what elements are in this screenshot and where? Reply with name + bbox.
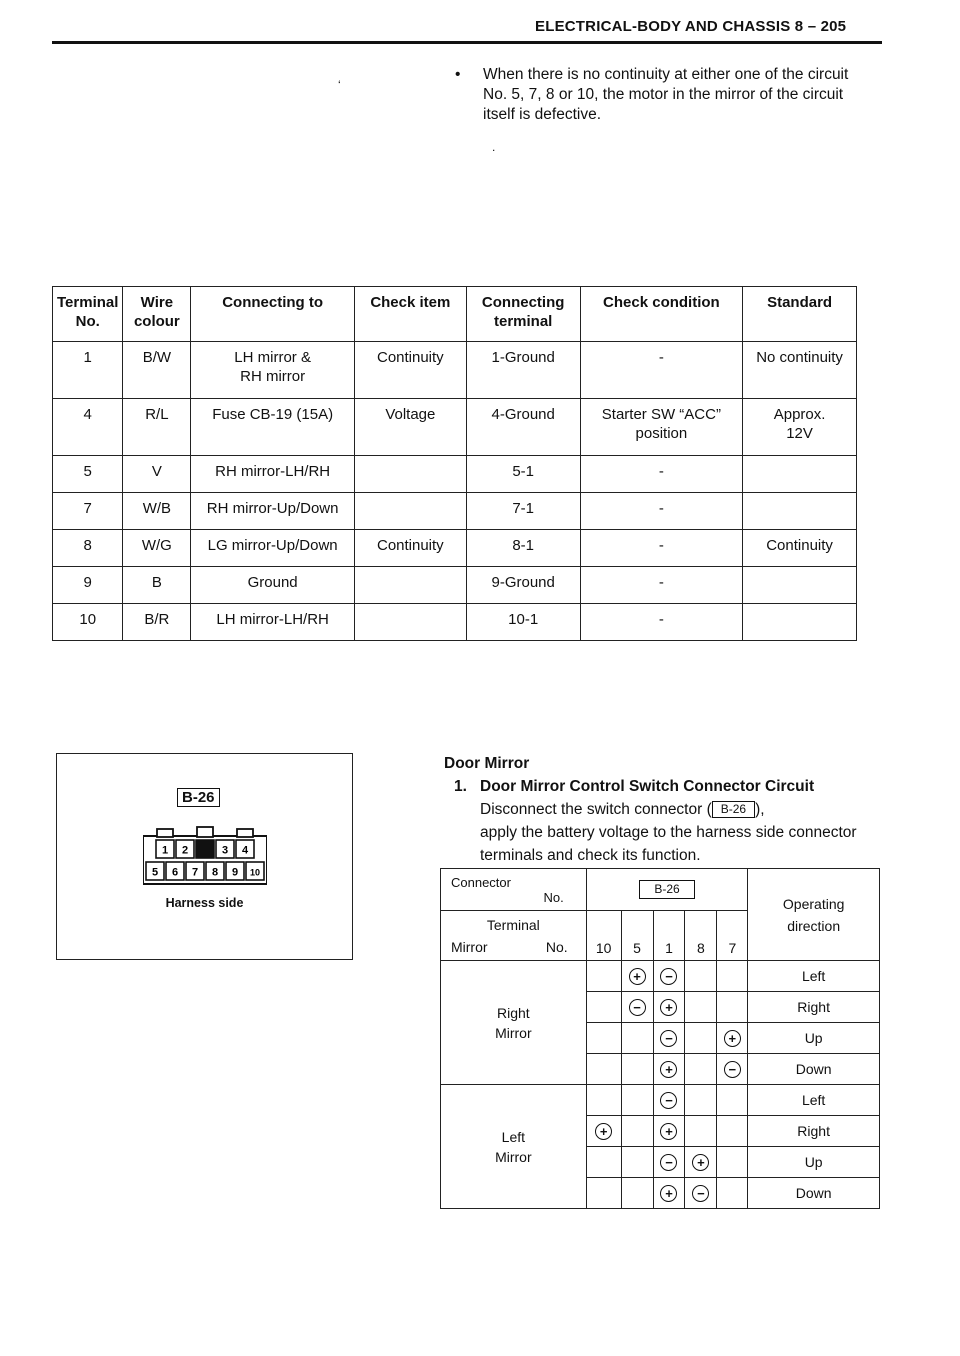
table-cell: 7-1 [466,493,580,530]
polarity-cell [621,1147,653,1178]
plus-terminal-icon: + [660,1185,677,1202]
column-header: Check condition [580,287,743,342]
page-header: ELECTRICAL-BODY AND CHASSIS 8 – 205 [535,18,847,35]
section-title: Door Mirror [444,755,530,772]
polarity-cell [653,961,685,992]
table-cell: R/L [123,399,191,456]
table-cell: - [580,456,743,493]
pin-number: 8 [211,866,219,879]
table-cell [354,604,466,641]
table-cell [743,567,857,604]
table-cell [354,567,466,604]
polarity-cell [586,1147,621,1178]
polarity-cell [717,1178,748,1209]
op-connector-badge: B-26 [639,880,694,899]
minus-terminal-icon: − [692,1185,709,1202]
polarity-cell [586,1178,621,1209]
operating-direction: Up [748,1023,880,1054]
pin-number: 1 [161,844,169,857]
table-row [53,493,857,530]
polarity-cell [653,1147,685,1178]
mirror-group-label: Right Mirror [441,961,587,1085]
table-cell: W/G [123,530,191,567]
polarity-cell [621,1116,653,1147]
operating-direction: Right [748,1116,880,1147]
polarity-cell [586,1085,621,1116]
polarity-cell [717,1054,748,1085]
terminal-number: 5 [621,911,653,961]
table-cell: RH mirror-Up/Down [191,493,355,530]
minus-terminal-icon: − [629,999,646,1016]
table-cell: 8-1 [466,530,580,567]
polarity-cell [621,1178,653,1209]
table-cell: 4 [53,399,123,456]
terminal-number: 7 [717,911,748,961]
table-cell: - [580,493,743,530]
table-cell: 4-Ground [466,399,580,456]
table-cell [354,456,466,493]
polarity-cell [685,1054,717,1085]
polarity-cell [621,1054,653,1085]
polarity-cell [621,961,653,992]
connector-no-header: Connector No. [441,869,587,911]
operating-direction: Up [748,1147,880,1178]
table-row [53,604,857,641]
mirror-operation-table [440,868,880,1209]
column-header: Connecting to [191,287,355,342]
table-cell: LH mirror & RH mirror [191,342,355,399]
polarity-cell [685,1023,717,1054]
terminal-number: 10 [586,911,621,961]
operating-direction: Right [748,992,880,1023]
pin-cavity [196,840,214,858]
table-cell: 7 [53,493,123,530]
minus-terminal-icon: − [660,1030,677,1047]
polarity-cell [586,1116,621,1147]
step-title: 1. Door Mirror Control Switch Connector Circuit [454,778,815,795]
column-header: Check item [354,287,466,342]
table-cell [354,493,466,530]
table-cell: 9 [53,567,123,604]
terminal-check-table [52,286,857,641]
table-cell: V [123,456,191,493]
operation-row [441,961,880,992]
table-row [53,342,857,399]
pin-number: 4 [241,844,249,857]
table-cell: No continuity [743,342,857,399]
continuity-note [455,65,875,125]
table-row [53,530,857,567]
table-cell: 5 [53,456,123,493]
column-header: Terminal No. [53,287,123,342]
operating-direction: Left [748,961,880,992]
step-text-line3: terminals and check its function. [480,847,701,864]
polarity-cell [653,1178,685,1209]
polarity-cell [685,1147,717,1178]
table-row [53,399,857,456]
table-cell: Voltage [354,399,466,456]
table-cell: 5-1 [466,456,580,493]
terminal-number: 1 [653,911,685,961]
pin-number: 3 [221,844,229,857]
pin-number: 2 [181,844,189,857]
table-cell: Fuse CB-19 (15A) [191,399,355,456]
stray-dot: . [492,140,496,154]
polarity-cell [586,1054,621,1085]
table-cell: Continuity [354,530,466,567]
inline-connector-badge: B-26 [712,801,755,818]
door-mirror-section [444,752,884,867]
minus-terminal-icon: − [724,1061,741,1078]
pin-number: 7 [191,866,199,879]
harness-side-caption: Harness side [165,896,244,910]
terminal-mirror-header: Terminal Mirror No. [441,911,587,961]
table-cell [743,604,857,641]
polarity-cell [653,1054,685,1085]
table-cell: LG mirror-Up/Down [191,530,355,567]
table-cell: Approx. 12V [743,399,857,456]
table-cell: Continuity [743,530,857,567]
pin-number: 6 [171,866,179,879]
step-text-line1: Disconnect the switch connector ( B-26 ), [480,801,765,818]
table-cell: B/R [123,604,191,641]
table-cell: B/W [123,342,191,399]
polarity-cell [685,992,717,1023]
pin-number: 10 [249,867,261,878]
table-cell: Ground [191,567,355,604]
column-header: Connecting terminal [466,287,580,342]
table-cell: 1-Ground [466,342,580,399]
table-cell: B [123,567,191,604]
table-row [53,456,857,493]
polarity-cell [717,1023,748,1054]
polarity-cell [685,1085,717,1116]
stray-mark: ‘ [338,78,341,92]
plus-terminal-icon: + [660,1061,677,1078]
pin-number: 9 [231,866,239,879]
step-text-line2: apply the battery voltage to the harness side connector [480,824,857,841]
note-text: When there is no continuity at either one of the circuit No. 5, 7, 8 or 10, the motor in the mirror of the circuit itself is defective. [483,66,849,123]
table-cell: 10 [53,604,123,641]
polarity-cell [586,1023,621,1054]
polarity-cell [586,961,621,992]
minus-terminal-icon: − [660,968,677,985]
table-cell: W/B [123,493,191,530]
table-cell: LH mirror-LH/RH [191,604,355,641]
table-cell [743,456,857,493]
polarity-cell [685,961,717,992]
header-rule [52,41,882,44]
plus-terminal-icon: + [660,999,677,1016]
polarity-cell [621,1085,653,1116]
column-header: Standard [743,287,857,342]
table-cell: 9-Ground [466,567,580,604]
polarity-cell [621,992,653,1023]
polarity-cell [717,1147,748,1178]
pin-row-top [156,840,254,858]
minus-terminal-icon: − [660,1092,677,1109]
operating-direction: Down [748,1054,880,1085]
operating-direction: Down [748,1178,880,1209]
polarity-cell [586,992,621,1023]
table-cell: RH mirror-LH/RH [191,456,355,493]
column-header: Wire colour [123,287,191,342]
plus-terminal-icon: + [629,968,646,985]
table-cell: 8 [53,530,123,567]
operating-direction-header: Operating direction [748,869,880,961]
polarity-cell [653,1023,685,1054]
table-cell [743,493,857,530]
operation-row [441,1085,880,1116]
plus-terminal-icon: + [660,1123,677,1140]
polarity-cell [653,1116,685,1147]
pin-number: 5 [151,866,159,879]
op-connector-badge-cell [586,869,748,911]
polarity-cell [717,992,748,1023]
polarity-cell [685,1178,717,1209]
table-cell: - [580,342,743,399]
minus-terminal-icon: − [660,1154,677,1171]
polarity-cell [717,1116,748,1147]
polarity-cell [653,992,685,1023]
connector-figure [56,753,353,960]
connector-pin-diagram [143,826,267,886]
polarity-cell [653,1085,685,1116]
table-cell: - [580,530,743,567]
plus-terminal-icon: + [692,1154,709,1171]
table-cell: - [580,604,743,641]
table-cell: Starter SW “ACC” position [580,399,743,456]
operating-direction: Left [748,1085,880,1116]
table-cell: Continuity [354,342,466,399]
connector-badge: B-26 [177,788,220,807]
terminal-number: 8 [685,911,717,961]
polarity-cell [621,1023,653,1054]
polarity-cell [717,961,748,992]
polarity-cell [685,1116,717,1147]
bullet: • [455,66,461,83]
polarity-cell [717,1085,748,1116]
plus-terminal-icon: + [724,1030,741,1047]
table-cell: - [580,567,743,604]
plus-terminal-icon: + [595,1123,612,1140]
mirror-group-label: Left Mirror [441,1085,587,1209]
table-cell: 10-1 [466,604,580,641]
table-row [53,567,857,604]
table-cell: 1 [53,342,123,399]
